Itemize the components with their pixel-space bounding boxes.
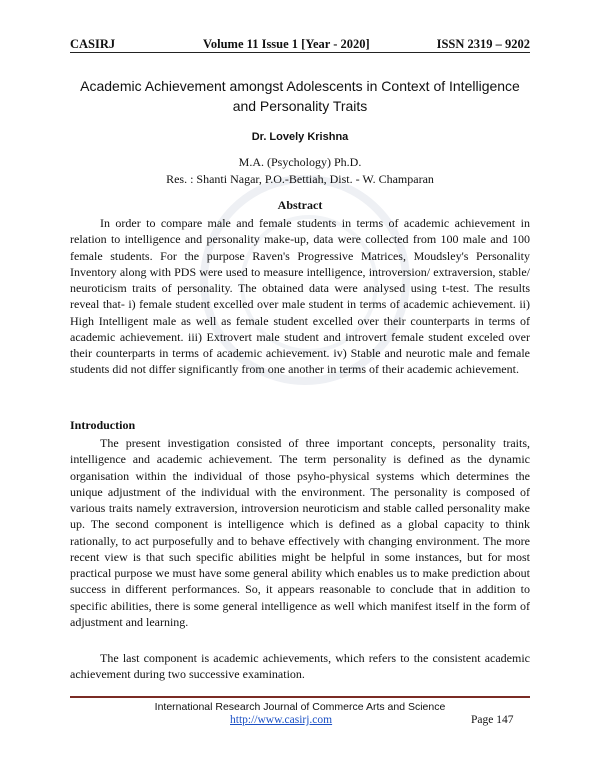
abstract-heading: Abstract bbox=[277, 198, 323, 212]
page-number: Page 147 bbox=[471, 714, 514, 726]
running-header bbox=[70, 37, 530, 53]
abstract-text: In order to compare male and female students in terms of academic achievement in relation to intelligence and personality make-up, data were collected from 100 male and 100 female students. For the purpose Raven's Progressive Matrices, Moudsley's Personality Inventory along with PDS were used to measure intelligence, introversion/ extraversion, stable/ neuroticism traits of personality. The obtained data were analysed using t-test. The results reveal that- i) female student excelled over male student in terms of academic achievement. ii) High Intelligent male as well as female student excelled over their counterparts in terms of academic achievement. iii) Extrovert male student and introvert female student exceled over their counterparts in terms of academic achievement. iv) Stable and neurotic male and female students did not differ significantly from one another in terms of their academic achievement. bbox=[70, 216, 530, 377]
paper-title-line-2: and Personality Traits bbox=[232, 98, 368, 114]
header-divider bbox=[70, 52, 530, 53]
paper-title-line-1: Academic Achievement amongst Adolescents in Context of Intelligence bbox=[80, 78, 520, 94]
introduction-heading: Introduction bbox=[70, 418, 136, 432]
footer-divider bbox=[70, 696, 530, 698]
author-credentials: M.A. (Psychology) Ph.D. bbox=[238, 155, 362, 169]
paper-title bbox=[70, 76, 530, 116]
issn: ISSN 2319 – 9202 bbox=[436, 37, 530, 51]
introduction-paragraph-1: The present investigation consisted of three important concepts, personality traits, intelligence and academic achievement. The term personality is defined as the dynamic organisation within the individual of those psyho-physical systems which determines the unique adjustment of the individual with the environment. The personality is composed of various traits namely extraversion, introversion neuroticism and stable called personality make up. The second component is intelligence which is defined as a global capacity to think rationally, to act purposefully and to behave effectively with changing environment. The more recent view is that such specific abilities might be helpful in some instances, but for most practical purpose we must have some general ability which enables us to make prediction about success in different performances. So, it appears reasonable to conclude that in addition to specific abilities, there is some general intelligence as well which manifest itself in the form of adjustment and learning. bbox=[70, 436, 530, 629]
volume-issue: Volume 11 Issue 1 [Year - 2020] bbox=[203, 37, 370, 51]
introduction-paragraph-2: The last component is academic achievements, which refers to the consistent academic achievement during two successive examination. bbox=[70, 651, 530, 682]
journal-abbreviation: CASIRJ bbox=[70, 37, 116, 51]
author-address: Res. : Shanti Nagar, P.O.-Bettiah, Dist. - W. Champaran bbox=[166, 172, 434, 186]
author-name: Dr. Lovely Krishna bbox=[251, 131, 349, 143]
footer-journal-name: International Research Journal of Commerce Arts and Science bbox=[154, 701, 446, 713]
journal-website-link[interactable]: http://www.casirj.com bbox=[230, 714, 333, 726]
